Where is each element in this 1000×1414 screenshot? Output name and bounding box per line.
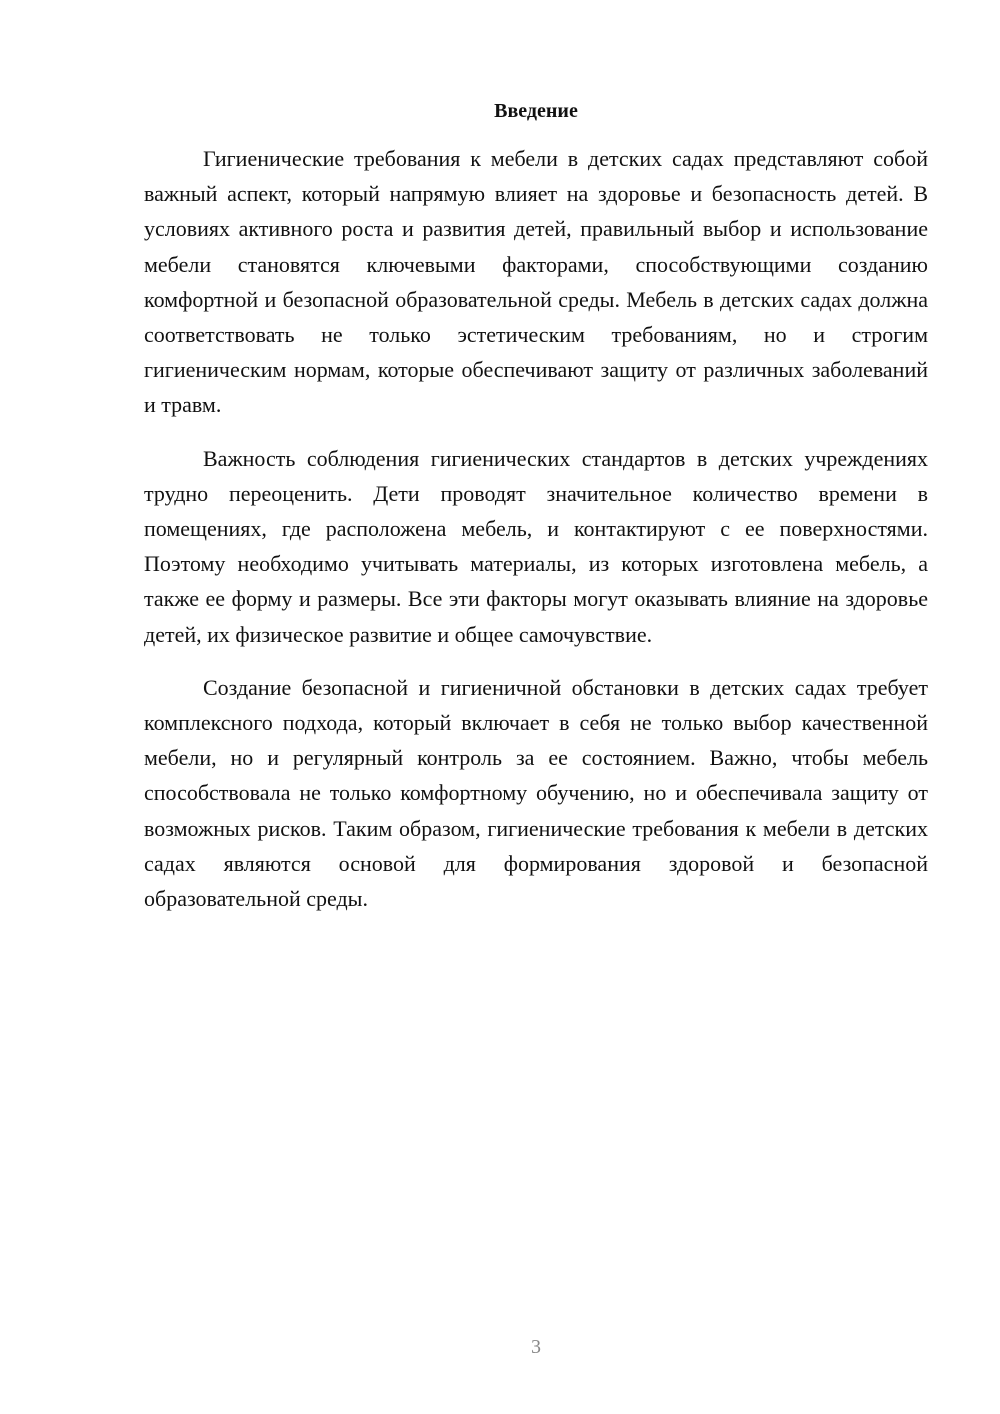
paragraph-3: Создание безопасной и гигиеничной обстановки в детских садах требует комплексного подхода, который включает в себя не только выбор качественной мебели, но и регулярный контроль за ее состоянием. Важно, чтобы мебель способствовала не только комфортному обучению, но и обеспечивала защиту от возможных рисков. Таким образом, гигиенические требования к мебели в детских садах являются основой для формирования здоровой и безопасной образовательной среды. (144, 674, 928, 912)
paragraph-2: Важность соблюдения гигиенических стандартов в детских учреждениях трудно переоценить. Дети проводят значительное количество времени в помещениях, где расположена мебель, и контактируют с ее поверхностями. Поэтому необходимо учитывать материалы, из которых изготовлена мебель, а также ее форму и размеры. Все эти факторы могут оказывать влияние на здоровье детей, их физическое развитие и общее самочувствие. (144, 445, 928, 647)
page-number: 3 (531, 1336, 541, 1358)
paragraph-1: Гигиенические требования к мебели в детских садах представляют собой важный аспект, который напрямую влияет на здоровье и безопасность детей. В условиях активного роста и развития детей, правильный выбор и использование мебели становятся ключевыми факторами, способствующими созданию комфортной и безопасной образовательной среды. Мебель в детских садах должна соответствовать не только эстетическим требованиям, но и строгим гигиеническим нормам, которые обеспечивают защиту от различных заболеваний и травм. (144, 146, 928, 418)
body-text (144, 141, 928, 934)
page-title: Введение (494, 100, 578, 122)
